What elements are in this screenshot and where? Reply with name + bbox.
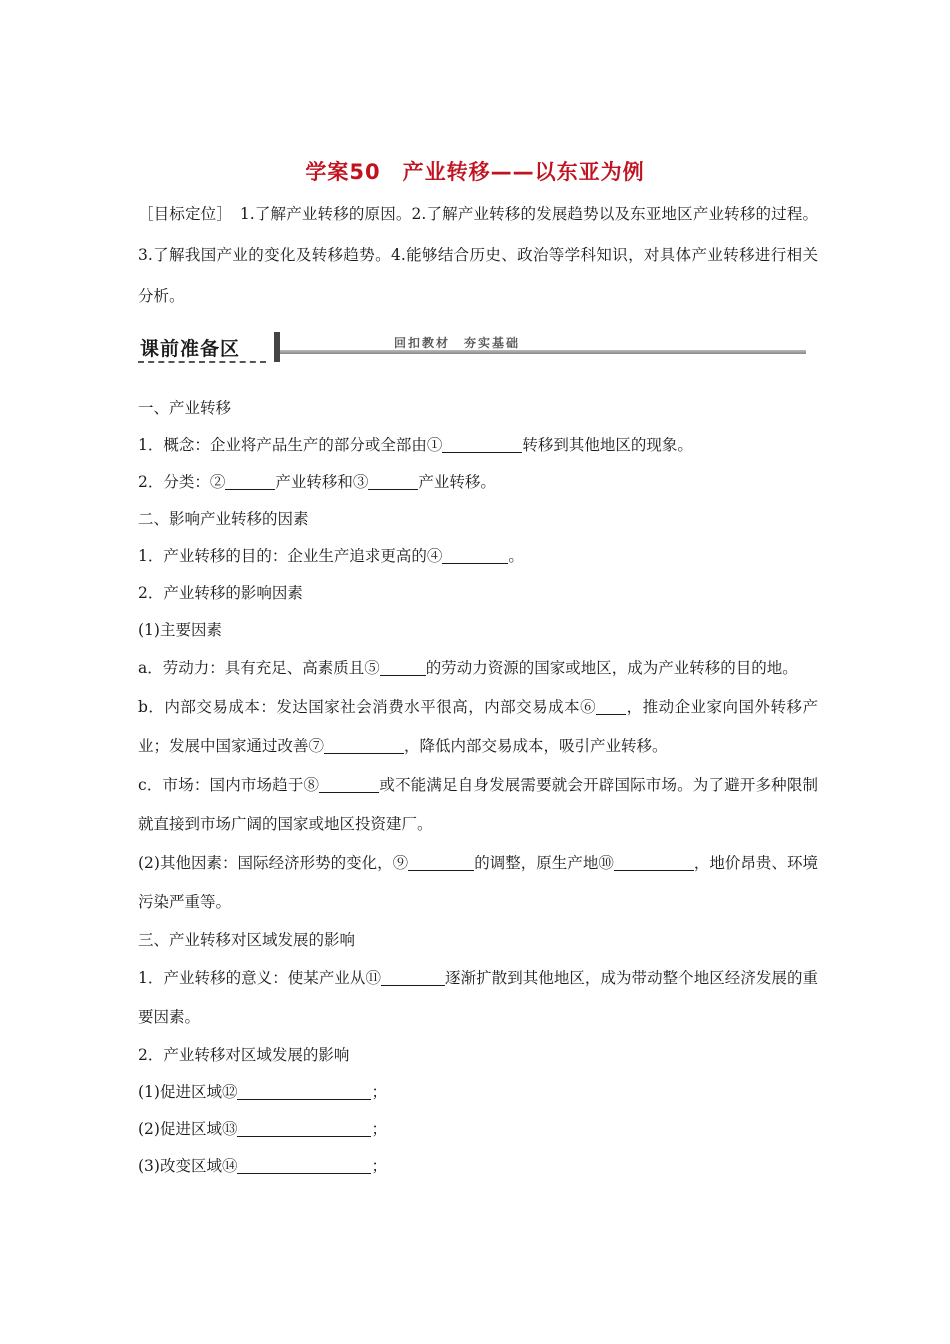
fill-blank-4[interactable]: [442, 545, 508, 564]
section-heading-1: 一、产业转移: [138, 399, 232, 417]
fill-blank-5[interactable]: [380, 657, 426, 676]
fill-blank-3[interactable]: [368, 471, 418, 490]
item-impact-3: (3)改变区域⑭ ；: [138, 1157, 387, 1175]
banner-tagline: 回扣教材 夯实基础: [394, 336, 521, 350]
fill-blank-1[interactable]: [442, 434, 522, 453]
fill-blank-12[interactable]: [237, 1081, 371, 1100]
item-purpose: 1．产业转移的目的：企业生产追求更高的④ 。: [138, 547, 524, 565]
item-impact-1: (1)促进区域⑫ ；: [138, 1083, 387, 1101]
fill-blank-8[interactable]: [319, 774, 379, 793]
banner-divider-bar: [274, 332, 280, 362]
section-heading-3: 三、产业转移对区域发展的影响: [138, 931, 356, 949]
fill-blank-2[interactable]: [225, 471, 275, 490]
item-other-factors: (2)其他因素：国际经济形势的变化，⑨ 的调整，原生产地⑩ ，地价昂贵、环境污染严重等。: [138, 854, 818, 911]
item-factors: 2．产业转移的影响因素: [138, 584, 303, 602]
worksheet-body: [138, 390, 818, 1185]
fill-blank-11[interactable]: [381, 967, 445, 986]
item-labor: a．劳动力：具有充足、高素质且⑤ 的劳动力资源的国家或地区，成为产业转移的目的地。: [138, 659, 798, 677]
fill-blank-14[interactable]: [237, 1155, 371, 1174]
item-impact: 2．产业转移对区域发展的影响: [138, 1046, 350, 1064]
fill-blank-10[interactable]: [614, 852, 694, 871]
item-significance: 1．产业转移的意义：使某产业从⑪ 逐渐扩散到其他地区，成为带动整个地区经济发展的重要因素。: [138, 969, 818, 1026]
item-market: c．市场：国内市场趋于⑧ 或不能满足自身发展需要就会开辟国际市场。为了避开多种限制就直接到市场广阔的国家或地区投资建厂。: [138, 776, 818, 833]
section-banner: [138, 332, 806, 366]
item-concept: 1．概念：企业将产品生产的部分或全部由① 转移到其他地区的现象。: [138, 436, 693, 454]
item-impact-2: (2)促进区域⑬ ；: [138, 1120, 387, 1138]
section-heading-2: 二、影响产业转移的因素: [138, 510, 309, 528]
fill-blank-13[interactable]: [237, 1118, 371, 1137]
item-main-factors: (1)主要因素: [138, 621, 222, 639]
item-transaction-cost: b．内部交易成本：发达国家社会消费水平很高，内部交易成本⑥ ，推动企业家向国外转移产业；发展中国家通过改善⑦ ，降低内部交易成本，吸引产业转移。: [138, 698, 818, 755]
page-title: 学案50 产业转移——以东亚为例: [305, 160, 645, 184]
banner-rule: [280, 350, 806, 354]
banner-label: 课前准备区: [140, 338, 241, 360]
fill-blank-9[interactable]: [408, 852, 474, 871]
fill-blank-7[interactable]: [324, 735, 404, 754]
learning-objectives: ［目标定位］ 1.了解产业转移的原因。2.了解产业转移的发展趋势以及东亚地区产业转移的过程。3.了解我国产业的变化及转移趋势。4.能够结合历史、政治等学科知识，对具体产业转移进行相关分析。: [138, 205, 818, 305]
fill-blank-6[interactable]: [596, 696, 626, 715]
banner-dashed-underline: [138, 361, 266, 363]
item-classification: 2．分类：② 产业转移和③ 产业转移。: [138, 473, 496, 491]
